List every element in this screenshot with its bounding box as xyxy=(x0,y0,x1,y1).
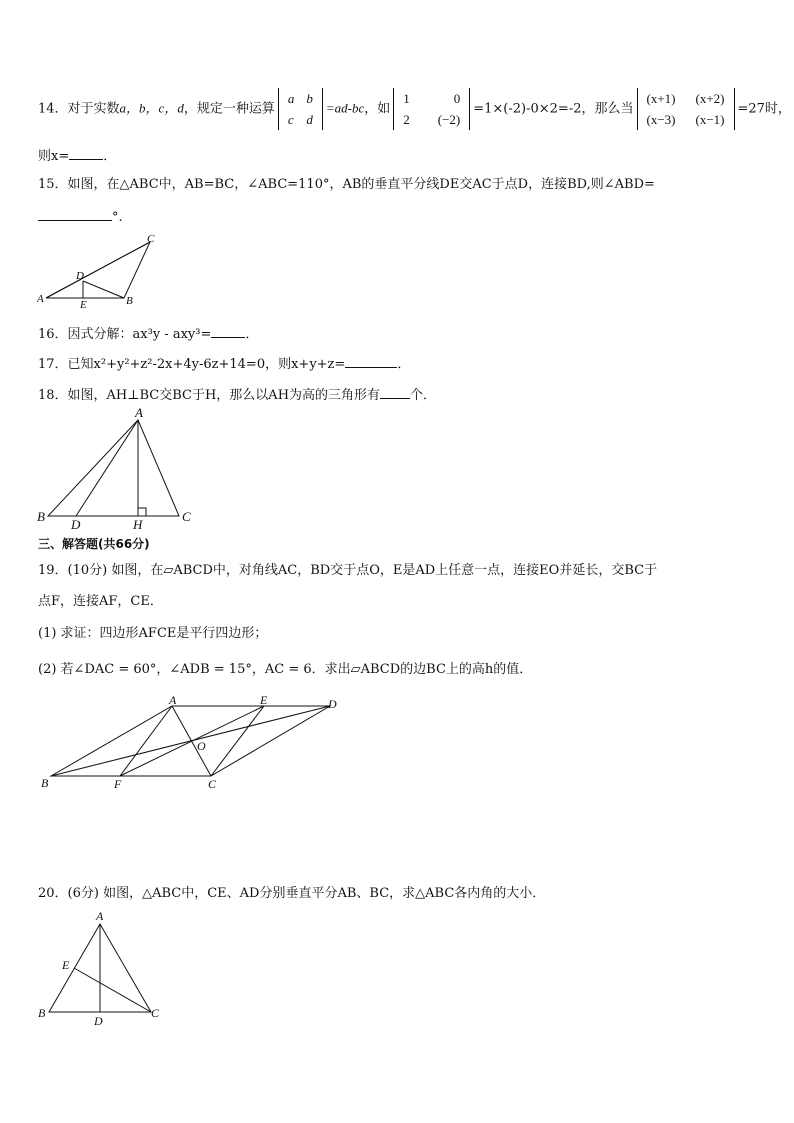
q14-line1 xyxy=(38,88,791,130)
q19-part2: (2) 若∠DAC = 60°，∠ADB = 15°，AC = 6．求出▱ABCD的边BC上的高h的值． xyxy=(38,662,533,677)
det1-d: d xyxy=(306,112,313,127)
det3-a: (x+1) xyxy=(646,91,676,106)
q18-right-angle-mark xyxy=(138,508,146,516)
q19-line2: 点F，连接AF，CE． xyxy=(38,594,163,609)
det2-a: 1 xyxy=(403,91,410,106)
q15-label-e: E xyxy=(80,299,87,311)
q19-parallelogram-figure xyxy=(40,693,350,796)
q15-label-c: C xyxy=(147,233,155,245)
q14-eq1: =ad-bc xyxy=(325,100,365,116)
q19-label-o: O xyxy=(197,739,206,753)
q18-answer-blank[interactable] xyxy=(380,385,410,399)
q18-label-d: D xyxy=(71,517,81,532)
q15-label-b: B xyxy=(126,295,133,307)
q14-rule-text: ，规定一种运算 xyxy=(183,101,275,117)
q17-text: 17．已知x²+y²+z²-2x+4y-6z+14=0，则x+y+z= xyxy=(38,357,346,372)
q19-label-f: F xyxy=(114,777,122,791)
q15-text: 15．如图，在△ABC中，AB=BC，∠ABC=110°，AB的垂直平分线DE交AC于点D，连接BD,则∠ABD= xyxy=(38,177,655,192)
q15-label-d: D xyxy=(76,270,84,282)
q14-eq3: =27时， xyxy=(737,101,791,117)
q18-triangle-figure xyxy=(34,404,199,534)
q20-label-a: A xyxy=(96,909,104,923)
q14-vars: a，b，c，d xyxy=(119,100,184,116)
q15-line1 xyxy=(38,176,655,194)
q19-label-d: D xyxy=(328,697,337,711)
q14-determinant-3 xyxy=(637,88,735,130)
q15-line-bd xyxy=(83,281,124,298)
q19-label-c: C xyxy=(208,777,217,791)
q14-end: ． xyxy=(103,149,117,164)
q18-label-b: B xyxy=(37,509,45,524)
q19-label-e: E xyxy=(260,693,268,707)
q18-triangle-abc xyxy=(48,420,179,516)
q20-triangle-figure xyxy=(34,906,169,1031)
q19-line1: 19．(10分) 如图，在▱ABCD中，对角线AC，BD交于点O，E是AD上任意一点，连接EO并延长，交BC于 xyxy=(38,563,658,578)
q14-example-text: ，如 xyxy=(364,101,391,117)
q15-triangle-figure xyxy=(34,232,164,312)
q19-diagonal-bd xyxy=(51,706,330,776)
q19-line-af xyxy=(120,706,172,776)
q14-answer-blank[interactable] xyxy=(69,146,103,160)
q14-answer-prefix: 则x= xyxy=(38,149,70,164)
section-3-title: 三、解答题(共66分) xyxy=(38,537,150,551)
det2-b: 0 xyxy=(453,91,461,106)
det1-b: b xyxy=(306,91,313,106)
det3-d: (x−1) xyxy=(695,112,725,127)
q14-prefix: 14．对于实数 xyxy=(38,101,120,117)
q20-line: 20．(6分) 如图，△ABC中，CE、AD分别垂直平分AB、BC，求△ABC各内角的大小． xyxy=(38,886,546,901)
q15-end: °. xyxy=(112,210,123,225)
q14-then-text: ，那么当 xyxy=(581,101,634,117)
q19-label-b: B xyxy=(41,776,49,790)
q20-label-d: D xyxy=(94,1014,103,1028)
q14-line2 xyxy=(38,146,116,166)
q16-line xyxy=(38,324,258,344)
det2-d: (−2) xyxy=(437,112,461,127)
q17-end: ． xyxy=(397,357,411,372)
q20-label-b: B xyxy=(38,1006,46,1020)
q19-line-ef xyxy=(120,706,264,776)
q18-label-h: H xyxy=(133,517,143,532)
q17-line xyxy=(38,354,410,374)
q20-label-e: E xyxy=(62,958,70,972)
q15-answer-blank[interactable] xyxy=(38,207,112,221)
q14-determinant-2 xyxy=(393,88,470,130)
q18-label-c: C xyxy=(182,509,191,524)
q16-text: 16．因式分解：ax³y - axy³= xyxy=(38,327,212,342)
q18-line-ad xyxy=(76,420,138,516)
q19-line-ce xyxy=(211,706,264,776)
q15-label-a: A xyxy=(37,293,44,305)
q19-label-a: A xyxy=(169,693,177,707)
det3-b: (x+2) xyxy=(695,91,725,106)
q15-line2 xyxy=(38,207,123,227)
q15-line-ac xyxy=(46,242,150,298)
det1-c: c xyxy=(287,112,294,127)
q19-part1: (1) 求证：四边形AFCE是平行四边形； xyxy=(38,626,268,641)
q18-end: 个． xyxy=(410,388,437,403)
det3-c: (x−3) xyxy=(646,112,676,127)
det1-a: a xyxy=(287,91,295,106)
q18-line xyxy=(38,385,436,405)
q20-label-c: C xyxy=(151,1006,160,1020)
q20-line-ce xyxy=(74,968,151,1012)
q16-end: ． xyxy=(245,327,259,342)
q18-text: 18．如图，AH⊥BC交BC于H，那么以AH为高的三角形有 xyxy=(38,388,381,403)
q17-answer-blank[interactable] xyxy=(345,354,397,368)
q14-eq2: =1×(-2)-0×2=-2 xyxy=(473,101,582,117)
q14-determinant-1 xyxy=(278,88,323,130)
q16-answer-blank[interactable] xyxy=(211,324,245,338)
det2-c: 2 xyxy=(403,112,410,127)
q18-label-a: A xyxy=(135,405,143,420)
